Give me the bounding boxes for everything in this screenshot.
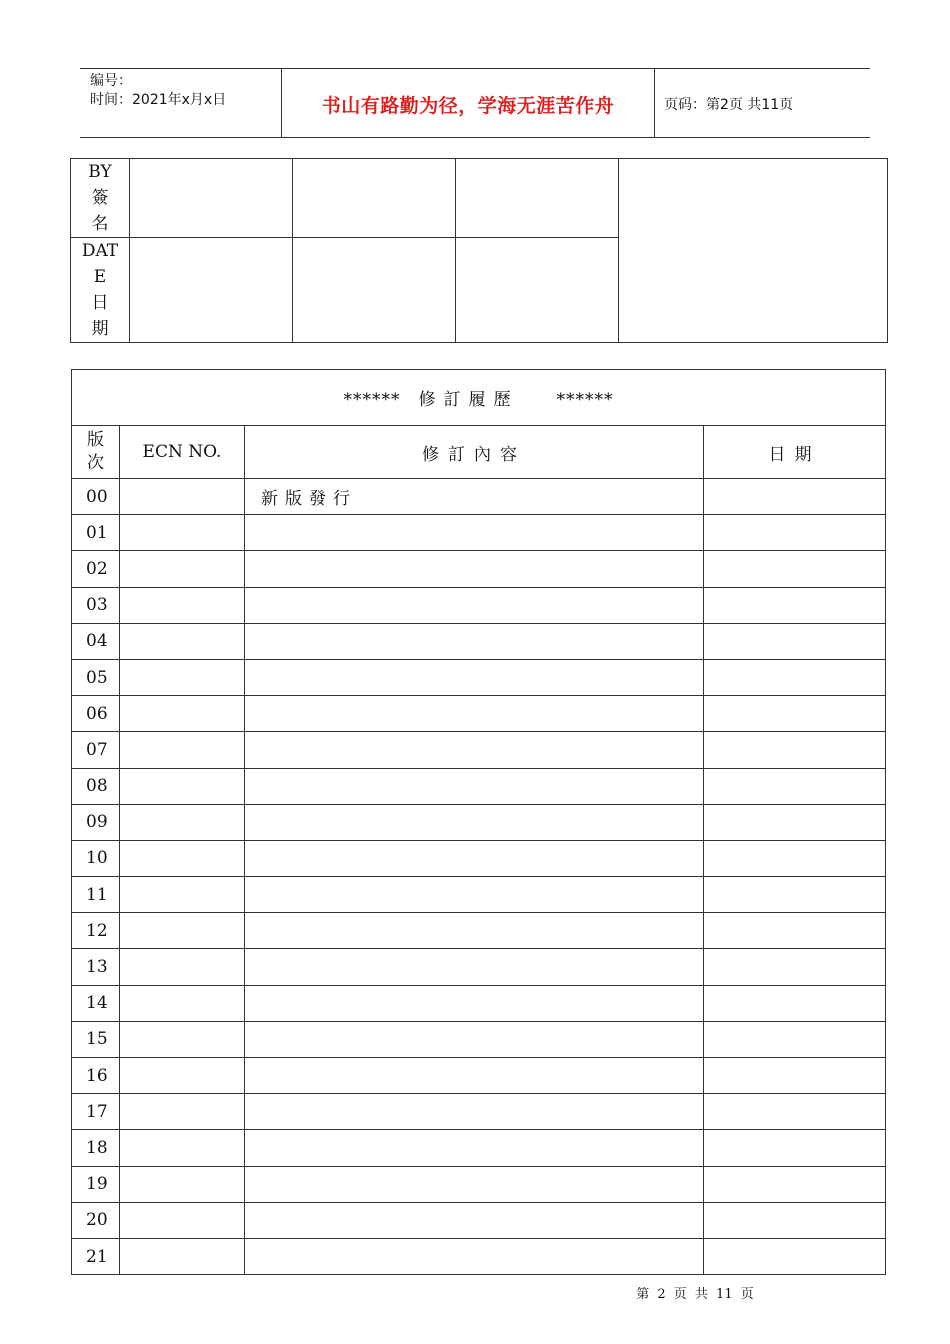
table-row [72,985,886,1021]
version-cell: 01 [72,515,120,551]
version-cell: 17 [72,1094,120,1130]
content-cell[interactable] [245,840,704,876]
ecn-cell[interactable] [120,1130,245,1166]
version-cell: 00 [72,479,120,515]
date-cell[interactable] [704,1058,886,1094]
date-cell[interactable] [704,1021,886,1057]
page-footer [0,1283,950,1302]
table-row [72,551,886,587]
content-cell[interactable] [245,768,704,804]
ecn-cell[interactable] [120,659,245,695]
col-header-version: 版 次 [72,426,120,479]
version-cell: 16 [72,1058,120,1094]
date-label: DAT E 日 期 [71,238,130,343]
doc-time-label: 时间：2021年x月x日 [90,92,227,108]
content-cell[interactable] [245,949,704,985]
table-row [72,732,886,768]
table-row [72,1058,886,1094]
content-cell[interactable] [245,1238,704,1274]
date-cell[interactable] [456,238,619,343]
table-row [72,587,886,623]
date-cell[interactable] [704,1202,886,1238]
ecn-cell[interactable] [120,1202,245,1238]
content-cell[interactable] [245,1094,704,1130]
version-cell: 09 [72,804,120,840]
table-row [72,1130,886,1166]
revision-history-table [71,369,886,1275]
ecn-cell[interactable] [120,840,245,876]
content-cell[interactable] [245,985,704,1021]
content-cell[interactable] [245,804,704,840]
content-cell[interactable] [245,732,704,768]
date-cell[interactable] [704,479,886,515]
signature-cell[interactable] [130,159,293,238]
table-row [72,1094,886,1130]
version-cell: 11 [72,877,120,913]
revision-title-text: 修訂履歷 [418,390,519,410]
ecn-cell[interactable] [120,877,245,913]
table-row [72,1238,886,1274]
header-motto: 书山有路勤为径，学海无涯苦作舟 [321,95,615,117]
col-header-ecn: ECN NO. [120,426,245,479]
version-cell: 04 [72,623,120,659]
table-row [72,1021,886,1057]
ecn-cell[interactable] [120,696,245,732]
signature-remark-cell[interactable] [619,159,888,343]
version-cell: 13 [72,949,120,985]
date-cell[interactable] [704,659,886,695]
header-meta [90,72,226,110]
content-cell[interactable] [245,696,704,732]
ecn-cell[interactable] [120,804,245,840]
content-cell[interactable] [245,1058,704,1094]
content-cell[interactable] [245,1166,704,1202]
content-cell[interactable] [245,551,704,587]
table-row [72,804,886,840]
content-cell[interactable]: 新版發行 [245,479,704,515]
version-cell: 07 [72,732,120,768]
date-cell[interactable] [704,587,886,623]
ecn-cell[interactable] [120,1166,245,1202]
table-row [72,949,886,985]
version-cell: 12 [72,913,120,949]
date-cell[interactable] [704,840,886,876]
version-cell: 21 [72,1238,120,1274]
by-sign-label: BY 簽 名 [71,159,130,238]
version-cell: 20 [72,1202,120,1238]
ecn-cell[interactable] [120,623,245,659]
title-stars-left: ****** [343,390,401,410]
table-row [72,877,886,913]
footer-page-label: 第 2 页 共 11 页 [636,1287,754,1302]
content-cell[interactable] [245,587,704,623]
table-row [72,623,886,659]
table-row [72,515,886,551]
page-header [80,68,870,138]
table-row [72,840,886,876]
content-cell[interactable] [245,877,704,913]
col-header-date: 日期 [704,426,886,479]
table-row [72,913,886,949]
ecn-cell[interactable] [120,985,245,1021]
ecn-cell[interactable] [120,1094,245,1130]
content-cell[interactable] [245,913,704,949]
content-cell[interactable] [245,515,704,551]
table-row [72,479,886,515]
signature-table [70,158,888,343]
version-cell: 03 [72,587,120,623]
ecn-cell[interactable] [120,913,245,949]
date-cell[interactable] [704,1238,886,1274]
ecn-cell[interactable] [120,949,245,985]
table-row [72,1202,886,1238]
col-header-content: 修訂內容 [245,426,704,479]
date-cell[interactable] [704,985,886,1021]
content-cell[interactable] [245,1021,704,1057]
date-cell[interactable] [704,913,886,949]
table-row [72,768,886,804]
version-cell: 06 [72,696,120,732]
content-cell[interactable] [245,659,704,695]
version-cell: 05 [72,659,120,695]
signature-cell[interactable] [293,159,456,238]
doc-number-label: 编号： [90,73,132,89]
header-page-label: 页码：第2页 共11页 [664,97,794,113]
version-cell: 18 [72,1130,120,1166]
date-cell[interactable] [704,877,886,913]
date-cell[interactable] [704,1094,886,1130]
ecn-cell[interactable] [120,768,245,804]
header-divider [654,69,655,137]
ecn-cell[interactable] [120,1058,245,1094]
date-cell[interactable] [704,949,886,985]
ecn-cell[interactable] [120,515,245,551]
title-stars-right: ****** [556,390,614,410]
date-cell[interactable] [704,1130,886,1166]
ecn-cell[interactable] [120,587,245,623]
content-cell[interactable] [245,1202,704,1238]
date-cell[interactable] [704,551,886,587]
table-row [72,659,886,695]
ecn-cell[interactable] [120,1021,245,1057]
table-row [72,1166,886,1202]
version-cell: 19 [72,1166,120,1202]
version-cell: 14 [72,985,120,1021]
version-cell: 15 [72,1021,120,1057]
date-cell[interactable] [130,238,293,343]
ecn-cell[interactable] [120,551,245,587]
version-cell: 02 [72,551,120,587]
content-cell[interactable] [245,1130,704,1166]
date-cell[interactable] [704,696,886,732]
ecn-cell[interactable] [120,732,245,768]
date-cell[interactable] [704,732,886,768]
date-cell[interactable] [704,804,886,840]
date-cell[interactable] [704,768,886,804]
signature-cell[interactable] [456,159,619,238]
revision-title [72,370,886,426]
content-cell[interactable] [245,623,704,659]
date-cell[interactable] [704,623,886,659]
table-row [72,696,886,732]
version-cell: 08 [72,768,120,804]
version-cell: 10 [72,840,120,876]
date-cell[interactable] [704,1166,886,1202]
ecn-cell[interactable] [120,1238,245,1274]
date-cell[interactable] [704,515,886,551]
date-cell[interactable] [293,238,456,343]
ecn-cell[interactable] [120,479,245,515]
